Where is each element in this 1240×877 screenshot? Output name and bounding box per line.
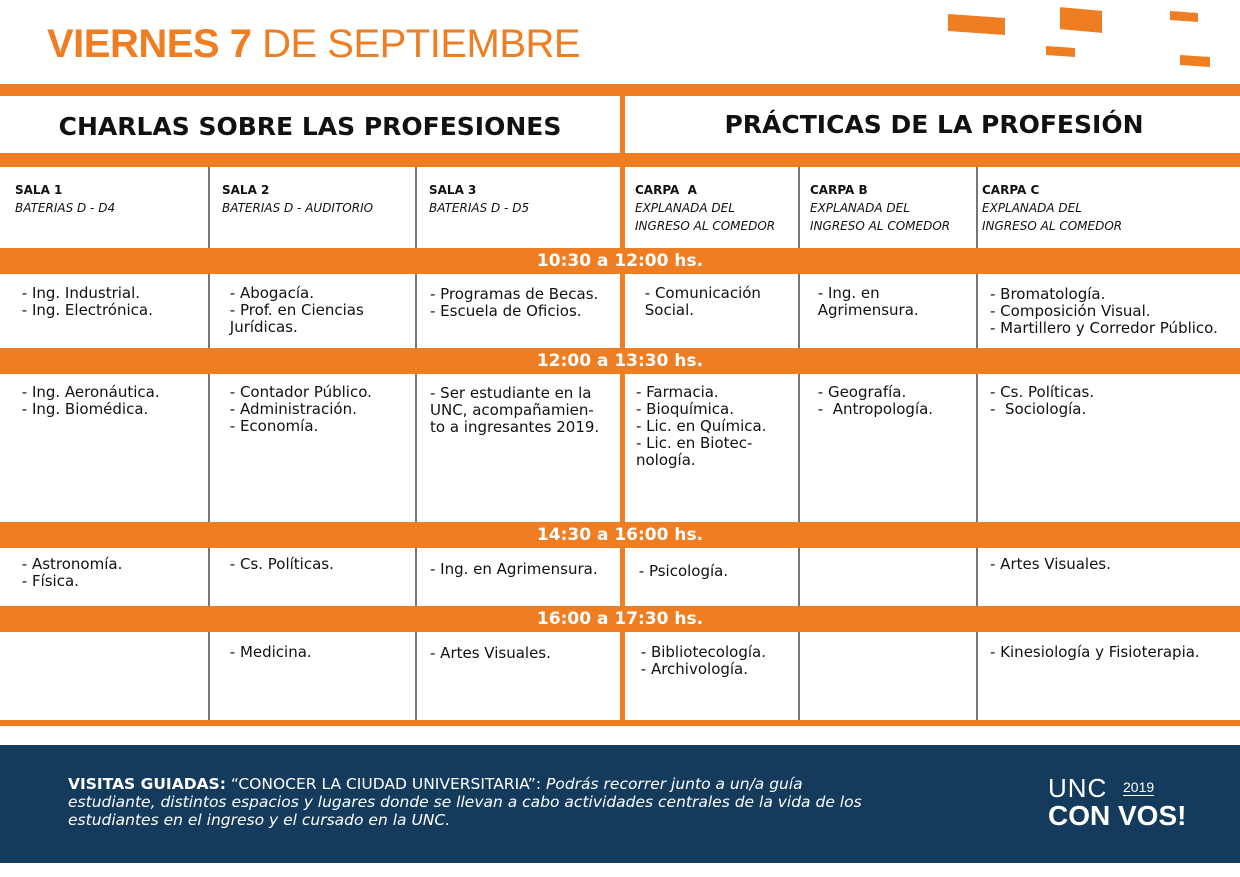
schedule-cell: - Artes Visuales. (990, 555, 1111, 573)
decorative-bar (948, 14, 1005, 35)
time-slot-bar: 16:00 a 17:30 hs. (0, 606, 1240, 632)
decorative-bar (1046, 46, 1075, 57)
time-slot-bar: 12:00 a 13:30 hs. (0, 348, 1240, 374)
schedule-cell: - Programas de Becas. - Escuela de Oficios. (430, 285, 599, 320)
schedule-cell: - Ing. Aeronáutica. - Ing. Biomédica. (21, 383, 160, 418)
schedule-cell: - Artes Visuales. (430, 644, 551, 662)
top-divider (0, 84, 1240, 96)
time-slot-bar: 10:30 a 12:00 hs. (0, 248, 1240, 274)
schedule-cell: - Cs. Políticas. (225, 555, 334, 573)
time-slot-bar: 14:30 a 16:00 hs. (0, 522, 1240, 548)
column-header-sala-2: SALA 2 BATERIAS D - AUDITORIO (222, 183, 374, 215)
schedule-cell: - Comunicación Social. (644, 284, 761, 319)
column-header-carpa-b: CARPA B EXPLANADA DEL INGRESO AL COMEDOR (810, 183, 951, 233)
schedule-cell: - Kinesiología y Fisioterapia. (990, 643, 1200, 661)
footer-text: VISITAS GUIADAS: “CONOCER LA CIUDAD UNIVERSITARIA”: Podrás recorrer junto a un/a guía estudiante, distintos espacios y lugares donde se llevan a cabo actividades centrales de la vida de los estudiantes en el ingreso y el cursado en la UNC. (68, 775, 862, 829)
column-header-sala-3: SALA 3 BATERIAS D - D5 (429, 183, 530, 215)
table-bottom-border (0, 720, 1240, 726)
page-title: VIERNES 7 DE SEPTIEMBRE (47, 22, 581, 66)
logo-con-vos: CON VOS! (1048, 800, 1187, 831)
schedule-cell: - Abogacía. - Prof. en Ciencias Jurídicas. (229, 284, 364, 336)
column-header-carpa-a: CARPA A EXPLANADA DEL INGRESO AL COMEDOR (635, 183, 776, 233)
schedule-cell: - Geografía. - Antropología. (817, 383, 934, 418)
schedule-cell: - Contador Público. - Administración. - Economía. (229, 383, 372, 435)
logo-year: 2019 (1123, 779, 1155, 795)
schedule-cell: - Cs. Políticas. - Sociología. (990, 383, 1095, 418)
decorative-bar (1060, 7, 1102, 33)
schedule-cell: - Bromatología. - Composición Visual. - Martillero y Corredor Público. (990, 285, 1218, 337)
schedule-cell: - Ing. Industrial. - Ing. Electrónica. (21, 284, 153, 319)
logo-unc: UNC (1048, 773, 1108, 803)
schedule-cell: - Farmacia. - Bioquímica. - Lic. en Química. - Lic. en Biotec- nología. (636, 383, 767, 469)
schedule-cell: - Psicología. (634, 562, 729, 580)
column-header-carpa-c: CARPA C EXPLANADA DEL INGRESO AL COMEDOR (982, 183, 1123, 233)
schedule-cell: - Astronomía. - Física. (21, 555, 123, 590)
decorative-bar (1180, 55, 1210, 67)
schedule-cell: - Bibliotecología. - Archivología. (640, 643, 766, 678)
schedule-cell: - Ing. en Agrimensura. (430, 560, 598, 578)
section-title-charlas: CHARLAS SOBRE LAS PROFESIONES (58, 112, 562, 141)
section-title-practicas: PRÁCTICAS DE LA PROFESIÓN (724, 110, 1144, 139)
decorative-bar (1170, 11, 1198, 22)
schedule-cell: - Ser estudiante en la UNC, acompañamien- to a ingresantes 2019. (430, 384, 600, 436)
schedule-cell: - Ing. en Agrimensura. (817, 284, 919, 319)
schedule-cell: - Medicina. (225, 643, 312, 661)
column-header-sala-1: SALA 1 BATERIAS D - D4 (15, 183, 116, 215)
